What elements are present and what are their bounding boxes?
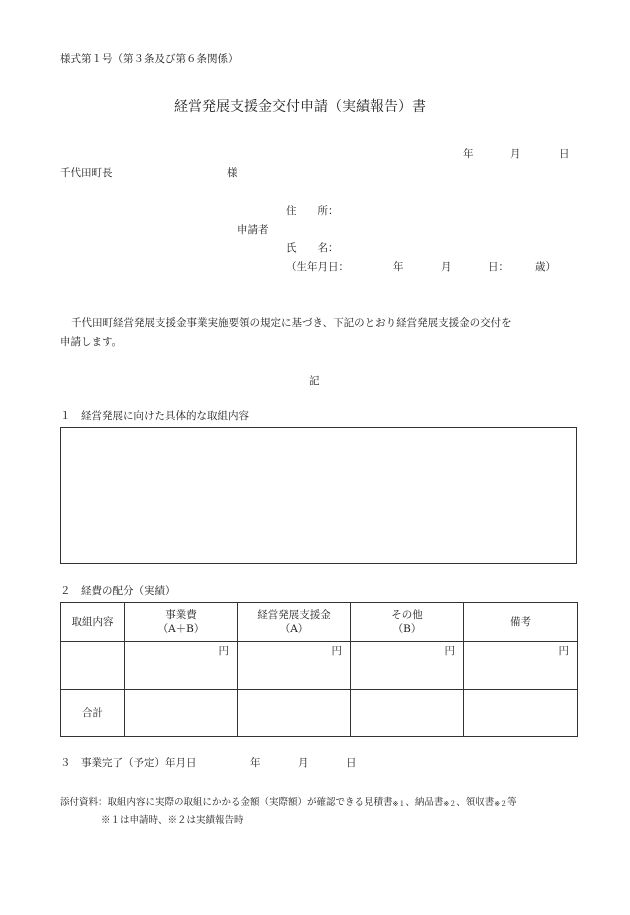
total-other[interactable] bbox=[351, 690, 464, 737]
initiatives-content-box[interactable] bbox=[60, 427, 577, 564]
body-line-1: 千代田町経営発展支援金事業実施要領の規定に基づき、下記のとおり経営発展支援金の交付を bbox=[71, 317, 512, 329]
birth-day-label: 日： bbox=[488, 261, 509, 273]
expense-allocation-table bbox=[60, 602, 578, 737]
total-subsidy[interactable] bbox=[238, 690, 351, 737]
name-label: 氏 名： bbox=[286, 242, 339, 254]
table-total-row bbox=[61, 690, 578, 737]
page-title: 経営発展支援金交付申請（実績報告）書 bbox=[174, 99, 426, 115]
address-label: 住 所： bbox=[286, 205, 339, 217]
total-remarks[interactable] bbox=[464, 690, 578, 737]
yen-unit: 円 bbox=[444, 645, 455, 657]
section-2-heading: ２ 経費の配分（実績） bbox=[60, 585, 176, 597]
col-header-project-cost: 事業費 （A＋B） bbox=[125, 603, 238, 642]
section-3-heading: ３ 事業完了（予定）年月日 bbox=[60, 757, 197, 769]
cell-other[interactable] bbox=[351, 642, 464, 690]
date-month-label: 月 bbox=[510, 148, 521, 160]
form-number: 様式第１号（第３条及び第６条関係） bbox=[60, 53, 239, 65]
yen-unit: 円 bbox=[218, 645, 229, 657]
attachments-line: 添付資料：取組内容に実際の取組にかかる金額（実際額）が確認できる見積書※１、納品書※２、領収書※２等 bbox=[60, 797, 517, 808]
birth-month-label: 月 bbox=[441, 261, 452, 273]
birth-open: （生年月日： bbox=[286, 261, 349, 273]
table-header-row bbox=[61, 603, 578, 642]
completion-day-label: 日 bbox=[346, 757, 357, 769]
col-header-subsidy: 経営発展支援金 （A） bbox=[238, 603, 351, 642]
yen-unit: 円 bbox=[558, 645, 569, 657]
ki-label: 記 bbox=[309, 375, 320, 387]
table-row bbox=[61, 642, 578, 690]
completion-year-label: 年 bbox=[250, 757, 261, 769]
addressee-name: 千代田町長 bbox=[60, 167, 113, 179]
total-project-cost[interactable] bbox=[125, 690, 238, 737]
date-year-label: 年 bbox=[463, 148, 474, 160]
col-header-other: その他 （B） bbox=[351, 603, 464, 642]
attachments-note: ※１は申請時、※２は実績報告時 bbox=[101, 815, 244, 826]
cell-project-cost[interactable] bbox=[125, 642, 238, 690]
body-line-2: 申請します。 bbox=[60, 336, 123, 348]
birth-age-label: 歳） bbox=[535, 261, 556, 273]
total-label: 合計 bbox=[61, 690, 125, 737]
addressee-honorific: 様 bbox=[227, 167, 238, 179]
date-day-label: 日 bbox=[559, 148, 570, 160]
section-1-heading: １ 経営発展に向けた具体的な取組内容 bbox=[60, 410, 249, 422]
applicant-label: 申請者 bbox=[237, 224, 269, 236]
yen-unit: 円 bbox=[331, 645, 342, 657]
col-header-remarks: 備考 bbox=[464, 603, 578, 642]
cell-content[interactable] bbox=[61, 642, 125, 690]
cell-subsidy[interactable] bbox=[238, 642, 351, 690]
cell-remarks[interactable] bbox=[464, 642, 578, 690]
completion-month-label: 月 bbox=[298, 757, 309, 769]
birth-year-label: 年 bbox=[393, 261, 404, 273]
col-header-content: 取組内容 bbox=[61, 603, 125, 642]
